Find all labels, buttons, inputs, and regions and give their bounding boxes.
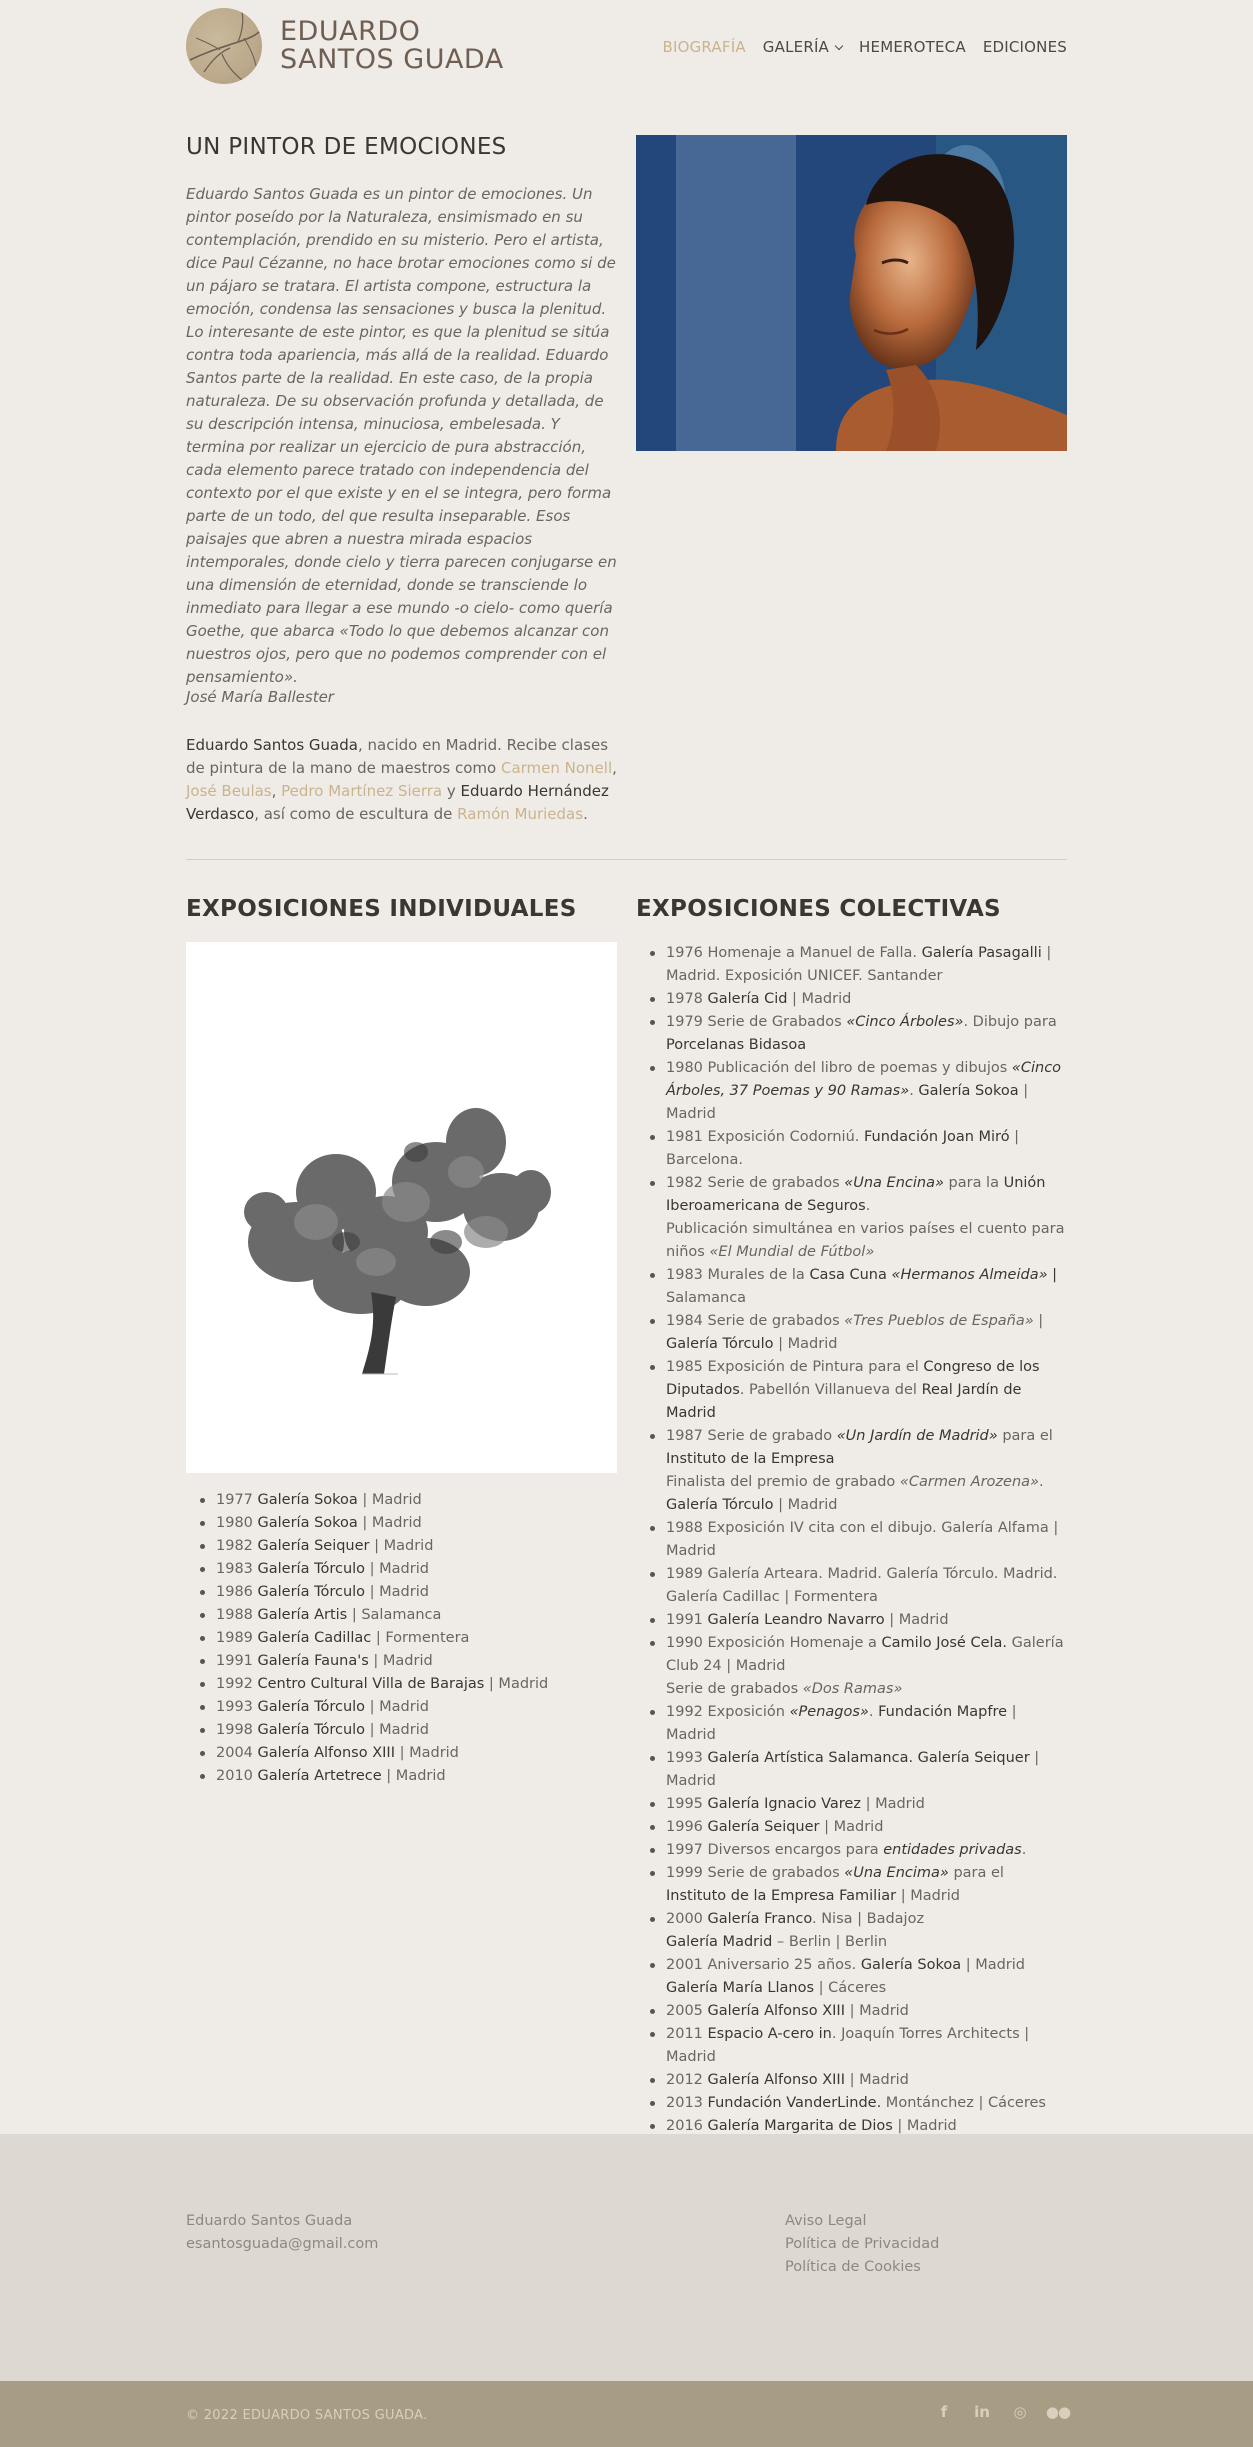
instagram-glyph: ◎ [1013, 2403, 1027, 2421]
location: | Madrid [357, 1515, 422, 1531]
item-text: 1988 Exposición IV cita con el dibujo. Galería Alfama | Madrid [666, 1520, 1059, 1559]
work-title: «Dos Ramas» [802, 1681, 903, 1697]
item-text: | Madrid [860, 1796, 925, 1812]
list-item [636, 1862, 1068, 1908]
venue: Fundación Mapfre [878, 1704, 1008, 1720]
venue: Galería Tórculo [257, 1722, 366, 1738]
link-jose-beulas[interactable]: José Beulas [186, 782, 272, 800]
item-text: | Cáceres [814, 1980, 887, 1996]
item-text: 1995 [666, 1796, 708, 1812]
item-text: | Madrid [773, 1336, 838, 1352]
item-text: para el [948, 1865, 1004, 1881]
main-nav [662, 38, 1067, 56]
list-item [186, 1535, 617, 1558]
item-text: Serie de grabados [666, 1681, 803, 1697]
venue: Galería Tórculo [257, 1699, 366, 1715]
list-item [186, 1512, 617, 1535]
item-text: 2013 [666, 2095, 708, 2111]
year: 1988 [216, 1607, 258, 1623]
item-text: 2005 [666, 2003, 708, 2019]
venue: Galería Sokoa [257, 1492, 358, 1508]
item-text: – Berlin | Berlin [772, 1934, 888, 1950]
venue: Instituto de la Empresa [666, 1451, 835, 1467]
year: 1986 [216, 1584, 258, 1600]
flickr-glyph: ●● [1045, 2403, 1071, 2421]
venue: Espacio A-cero in [707, 2026, 832, 2042]
list-item [186, 1604, 617, 1627]
item-text: 1996 [666, 1819, 708, 1835]
work-title: «Una Encima» [844, 1865, 949, 1881]
link-privacidad[interactable]: Política de Privacidad [785, 2236, 940, 2252]
item-text: 2000 [666, 1911, 708, 1927]
list-item [636, 1425, 1068, 1517]
footer-legal [785, 2210, 939, 2279]
bio-text: , así como de escultura de [254, 805, 458, 823]
item-text: 2012 [666, 2072, 708, 2088]
link-aviso-legal[interactable]: Aviso Legal [785, 2213, 867, 2229]
footer-contact [186, 2210, 378, 2256]
item-text: . [1038, 1474, 1044, 1490]
item-text: . Dibujo para [963, 1014, 1057, 1030]
bio-text: , [271, 782, 282, 800]
item-text: | Madrid [961, 1957, 1025, 1973]
item-text: 1997 Diversos encargos para [666, 1842, 884, 1858]
location: | Madrid [381, 1768, 446, 1784]
item-text: . Pabellón Villanueva del [739, 1382, 922, 1398]
item-text: Galería Club 24 | Madrid [666, 1635, 1064, 1674]
venue: Galería Alfonso XIII [707, 2072, 845, 2088]
chevron-down-icon [835, 42, 843, 50]
location: | Madrid [484, 1676, 549, 1692]
bio-text: , nacido en Madrid. Recibe clases de pintura de la mano de maestros como [186, 736, 609, 777]
item-text: | Madrid [884, 1612, 949, 1628]
item-text: | [1033, 1313, 1044, 1329]
list-item [636, 1701, 1068, 1747]
list-item [186, 1765, 617, 1788]
item-text: 1985 Exposición de Pintura para el [666, 1359, 924, 1375]
work-title: «Tres Pueblos de España» [844, 1313, 1034, 1329]
venue: Galería Sokoa [918, 1083, 1019, 1099]
bio-text: , [612, 759, 617, 777]
item-text: 1999 Serie de grabados [666, 1865, 845, 1881]
venue: Galería Artis [257, 1607, 348, 1623]
individual-title: EXPOSICIONES INDIVIDUALES [186, 896, 577, 922]
list-item [636, 1172, 1068, 1264]
link-carmen-nonell[interactable]: Carmen Nonell [500, 759, 613, 777]
venue: Porcelanas Bidasoa [666, 1037, 807, 1053]
collective-list [636, 942, 1068, 2184]
work-title: «Carmen Arozena» [899, 1474, 1039, 1490]
item-text: | Madrid [892, 2118, 957, 2134]
year: 1982 [216, 1538, 258, 1554]
list-item [186, 1581, 617, 1604]
list-item [636, 1954, 1068, 2000]
link-pedro-martinez-sierra[interactable]: Pedro Martínez Sierra [281, 782, 443, 800]
venue: Congreso de los Diputados [666, 1359, 1040, 1398]
item-text: Finalista del premio de grabado [666, 1474, 900, 1490]
facebook-icon[interactable] [935, 2403, 953, 2421]
item-text: | Madrid [896, 1888, 960, 1904]
teacher-name: Eduardo Hernández Verdasco [186, 782, 609, 823]
logo-icon[interactable] [186, 8, 262, 84]
venue: Galería Tórculo [257, 1561, 366, 1577]
venue: Galería Cid [707, 991, 788, 1007]
bottom-bar [0, 2381, 1253, 2447]
list-item [636, 1609, 1068, 1632]
venue: Galería Tórculo [257, 1584, 366, 1600]
quote-author: José María Ballester [186, 688, 334, 706]
location: | Madrid [394, 1745, 459, 1761]
work-title: «Cinco Árboles, 37 Poemas y 90 Ramas» [666, 1060, 1062, 1099]
venue: Galería Ignacio Varez [707, 1796, 861, 1812]
nav-hemeroteca[interactable]: HEMEROTECA [859, 38, 966, 56]
item-text: 1981 Exposición Codorniú. [666, 1129, 864, 1145]
list-item [186, 1742, 617, 1765]
brand-name[interactable] [280, 18, 504, 73]
item-text: . Nisa | Badajoz [811, 1911, 925, 1927]
venue: Galería Seiquer [257, 1538, 370, 1554]
bio-title: UN PINTOR DE EMOCIONES [186, 134, 507, 160]
venue: Galería Margarita de Dios [707, 2118, 893, 2134]
work-title: «Hermanos Almeida» | [891, 1267, 1058, 1283]
nav-galeria-label: GALERÍA [762, 38, 830, 56]
link-ramon-muriedas[interactable]: Ramón Muriedas [457, 805, 584, 823]
list-item [186, 1719, 617, 1742]
location: | Madrid [365, 1699, 429, 1715]
item-text: para el [997, 1428, 1053, 1444]
venue: Camilo José Cela. [881, 1635, 1008, 1651]
list-item [636, 988, 1068, 1011]
bio-text: y [442, 782, 461, 800]
item-text: | Madrid [844, 2072, 909, 2088]
collective-title: EXPOSICIONES COLECTIVAS [636, 896, 1001, 922]
venue: Galería Tórculo [666, 1497, 774, 1513]
list-item [636, 1517, 1068, 1563]
site-header [186, 8, 1067, 88]
item-text: 1993 [666, 1750, 708, 1766]
item-text: . Joaquín Torres Architects | Madrid [666, 2026, 1030, 2065]
list-item [636, 1310, 1068, 1356]
item-text: | Madrid [844, 2003, 909, 2019]
item-text: | Madrid [787, 991, 852, 1007]
venue: Galería Tórculo [666, 1336, 774, 1352]
linkedin-icon[interactable] [973, 2403, 991, 2421]
item-text: | Madrid [666, 1750, 1040, 1789]
item-text: . [1021, 1842, 1027, 1858]
item-text: 1990 Exposición Homenaje a [666, 1635, 882, 1651]
item-text: 2011 [666, 2026, 708, 2042]
list-item [636, 1126, 1068, 1172]
item-text: . [865, 1198, 871, 1214]
list-item [636, 1908, 1068, 1954]
location: | Madrid [365, 1722, 429, 1738]
artist-name: Eduardo Santos Guada [186, 736, 358, 754]
venue: Galería Pasagalli [921, 945, 1042, 961]
venue: Galería Sokoa [860, 1957, 962, 1973]
venue: Galería Alfonso XIII [257, 1745, 395, 1761]
social-links [935, 2403, 1071, 2421]
work-title: «Penagos» [789, 1704, 869, 1720]
footer-email[interactable]: esantosguada@gmail.com [186, 2236, 379, 2252]
item-text: 1984 Serie de grabados [666, 1313, 845, 1329]
item-text: Publicación simultánea en varios países el cuento para niños [666, 1221, 1065, 1260]
item-text: 1979 Serie de Grabados [666, 1014, 847, 1030]
list-item [636, 2000, 1068, 2023]
instagram-icon[interactable] [1011, 2403, 1029, 2421]
list-item [636, 1264, 1068, 1310]
item-text: . [868, 1704, 879, 1720]
venue: Casa Cuna [809, 1267, 892, 1283]
tree-artwork [186, 942, 617, 1473]
list-item [636, 1057, 1068, 1126]
location: | Madrid [369, 1538, 434, 1554]
copyright: © 2022 EDUARDO SANTOS GUADA. [186, 2408, 428, 2423]
item-text: para la [943, 1175, 1004, 1191]
venue: Real Jardín de Madrid [666, 1382, 1022, 1421]
nav-galeria[interactable] [763, 38, 842, 56]
individual-list [186, 1489, 617, 1788]
venue: Galería Artetrece [257, 1768, 382, 1784]
site-footer [0, 2134, 1253, 2381]
list-item [636, 942, 1068, 988]
location: | Madrid [365, 1561, 429, 1577]
venue: Galería Alfonso XIII [707, 2003, 845, 2019]
item-text: 2016 [666, 2118, 708, 2134]
item-text: | Barcelona. [666, 1129, 1020, 1168]
bio-quote: Eduardo Santos Guada es un pintor de emociones. Un pintor poseído por la Naturaleza, ensimismado en su contemplación, prendido en su misterio. Pero el artista, dice Paul Cézanne, no hace brotar emociones como si de un pájaro se tratara. El artista compone, estructura la emoción, condensa las sensaciones y busca la plenitud. Lo interesante de este pintor, es que la plenitud se sitúa contra toda apariencia, más allá de la realidad. Eduardo Santos parte de la realidad. En este caso, de la propia naturaleza. De su observación profunda y detallada, de su descripción intensa, minuciosa, embelesada. Y termina por realizar un ejercicio de pura abstracción, cada elemento parece tratado con independencia del contexto por el que existe y en el se integra, pero forma parte de un todo, del que resulta inseparable. Esos paisajes que abren a nuestra mirada espacios intemporales, donde cielo y tierra parecen conjugarse en una dimensión de eternidad, donde se transciende lo inmediato para llegar a ese mundo -o cielo- como quería Goethe, que abarca «Todo lo que debemos alcanzar con nuestros ojos, pero que no podemos comprender con el pensamiento». [186, 185, 617, 686]
venue: Galería Leandro Navarro [707, 1612, 885, 1628]
location: | Madrid [368, 1653, 433, 1669]
nav-biografia[interactable]: BIOGRAFÍA [662, 38, 746, 56]
item-text: . [909, 1083, 919, 1099]
location: | Madrid [365, 1584, 429, 1600]
facebook-glyph: f [940, 2403, 948, 2421]
list-item [636, 2069, 1068, 2092]
work-title: «Un Jardín de Madrid» [836, 1428, 998, 1444]
item-text: | Madrid [666, 1083, 1029, 1122]
list-item [636, 1632, 1068, 1701]
list-item [636, 1011, 1068, 1057]
item-text: | Madrid [819, 1819, 884, 1835]
work-title: «Cinco Árboles» [846, 1014, 964, 1030]
list-item [636, 1816, 1068, 1839]
item-text: | Madrid [666, 1704, 1017, 1743]
list-item [636, 1839, 1068, 1862]
item-text: | Madrid. Exposición UNICEF. Santander [666, 945, 1052, 984]
item-text: Montánchez | Cáceres [881, 2095, 1046, 2111]
year: 1983 [216, 1561, 258, 1577]
flickr-icon[interactable] [1045, 2403, 1071, 2421]
item-text: 1978 [666, 991, 708, 1007]
item-text: Salamanca [666, 1290, 747, 1306]
venue: Galería Cadillac [257, 1630, 372, 1646]
venue: Galería Artística Salamanca. Galería Seiquer [707, 1750, 1030, 1766]
section-divider [186, 859, 1067, 860]
venue: Galería Sokoa [257, 1515, 358, 1531]
nav-ediciones[interactable]: EDICIONES [982, 38, 1067, 56]
item-text: 1982 Serie de grabados [666, 1175, 845, 1191]
item-text: 1989 Galería Arteara. Madrid. Galería Tórculo. Madrid. Galería Cadillac | Formentera [666, 1566, 1058, 1605]
venue: Unión Iberoamericana de Seguros [666, 1175, 1046, 1214]
work-title: entidades privadas [883, 1842, 1022, 1858]
linkedin-glyph: in [974, 2403, 990, 2421]
location: | Salamanca [347, 1607, 442, 1623]
venue: Galería Fauna's [257, 1653, 369, 1669]
brand-line2: SANTOS GUADA [280, 43, 504, 75]
work-title: «El Mundial de Fútbol» [709, 1244, 875, 1260]
year: 1989 [216, 1630, 258, 1646]
item-text: 1987 Serie de grabado [666, 1428, 837, 1444]
list-item [636, 1793, 1068, 1816]
list-item [186, 1673, 617, 1696]
list-item [636, 1356, 1068, 1425]
year: 1977 [216, 1492, 258, 1508]
venue: Galería María Llanos [666, 1980, 815, 1996]
item-text: 1992 Exposición [666, 1704, 790, 1720]
year: 2010 [216, 1768, 258, 1784]
venue: Instituto de la Empresa Familiar [666, 1888, 897, 1904]
item-text: 2001 Aniversario 25 años. [666, 1957, 861, 1973]
venue: Galería Franco [707, 1911, 812, 1927]
list-item [636, 2092, 1068, 2115]
list-item [636, 1563, 1068, 1609]
location: | Formentera [371, 1630, 470, 1646]
venue: Galería Madrid [666, 1934, 773, 1950]
link-cookies[interactable]: Política de Cookies [785, 2259, 921, 2275]
year: 1993 [216, 1699, 258, 1715]
footer-name: Eduardo Santos Guada [186, 2213, 353, 2229]
list-item [186, 1558, 617, 1581]
venue: Centro Cultural Villa de Barajas [257, 1676, 485, 1692]
venue: Fundación VanderLinde. [707, 2095, 882, 2111]
year: 1991 [216, 1653, 258, 1669]
location: | Madrid [357, 1492, 422, 1508]
year: 1980 [216, 1515, 258, 1531]
bio-paragraph [186, 734, 618, 826]
work-title: «Una Encina» [844, 1175, 944, 1191]
artist-portrait [636, 135, 1067, 451]
venue: Fundación Joan Miró [864, 1129, 1010, 1145]
list-item [636, 2023, 1068, 2069]
list-item [186, 1627, 617, 1650]
year: 2004 [216, 1745, 258, 1761]
list-item [186, 1489, 617, 1512]
year: 1992 [216, 1676, 258, 1692]
bio-text: . [583, 805, 588, 823]
list-item [186, 1650, 617, 1673]
venue: Galería Seiquer [707, 1819, 820, 1835]
year: 1998 [216, 1722, 258, 1738]
item-text: | Madrid [773, 1497, 838, 1513]
item-text: 1983 Murales de la [666, 1267, 810, 1283]
brand-line1: EDUARDO [280, 16, 421, 47]
item-text: 1991 [666, 1612, 708, 1628]
list-item [186, 1696, 617, 1719]
item-text: 1976 Homenaje a Manuel de Falla. [666, 945, 922, 961]
item-text: 1980 Publicación del libro de poemas y dibujos [666, 1060, 1012, 1076]
list-item [636, 1747, 1068, 1793]
